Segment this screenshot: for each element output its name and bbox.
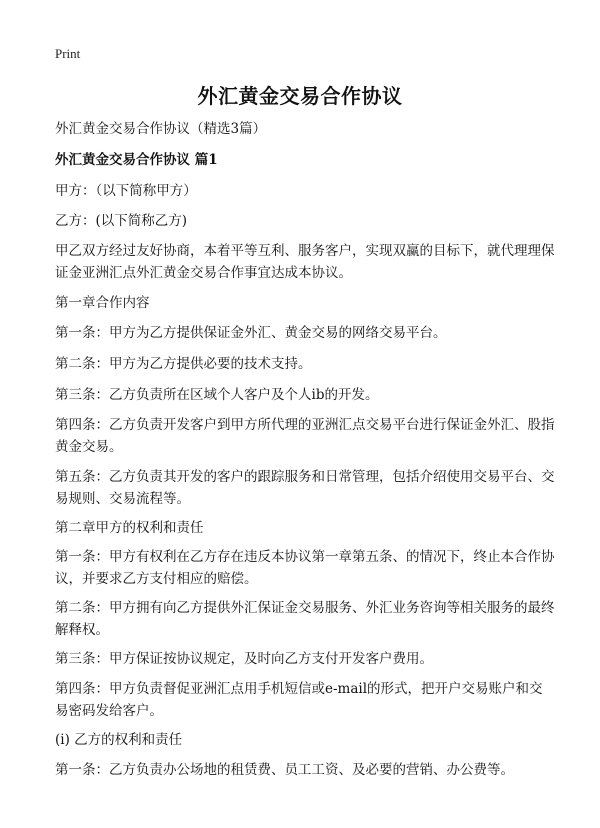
paragraph-ch1-art3: 第三条：乙方负责所在区域个人客户及个人ib的开发。 (55, 387, 379, 403)
paragraph-party-a: 甲方：（以下简称甲方） (55, 183, 197, 199)
page-title: 外汇黄金交易合作协议 (197, 84, 403, 108)
paragraph-ch2-art1: 第一条：甲方有权利在乙方存在违反本协议第一章第五条、的情况下，终止本合作协议，并要求乙方支付相应的赔偿。 (55, 549, 555, 587)
chapter-heading-3: (i) 乙方的权利和责任 (55, 732, 183, 748)
print-link[interactable]: Print (55, 46, 81, 61)
paragraph-ch2-art4: 第四条：甲方负责督促亚洲汇点用手机短信或e-mail的形式，把开户交易账户和交易密码发给客户。 (55, 681, 543, 719)
paragraph-ch2-art2: 第二条：甲方拥有向乙方提供外汇保证金交易服务、外汇业务咨询等相关服务的最终解释权。 (55, 600, 555, 638)
chapter-heading-1: 第一章合作内容 (55, 295, 150, 311)
section-heading: 外汇黄金交易合作协议 篇1 (55, 152, 218, 168)
document-subtitle: 外汇黄金交易合作协议（精选3篇） (55, 121, 267, 137)
paragraph-ch1-art4: 第四条：乙方负责开发客户到甲方所代理的亚洲汇点交易平台进行保证金外汇、股指黄金交易。 (55, 417, 555, 455)
paragraph-intro: 甲乙双方经过友好协商，本着平等互利、服务客户，实现双赢的目标下，就代理理保证金亚洲汇点外汇黄金交易合作事宜达成本协议。 (55, 243, 555, 281)
chapter-heading-2: 第二章甲方的权利和责任 (55, 520, 204, 536)
paragraph-ch3-art1: 第一条：乙方负责办公场地的租赁费、员工工资、及必要的营销、办公费等。 (55, 762, 514, 778)
paragraph-ch1-art1: 第一条：甲方为乙方提供保证金外汇、黄金交易的网络交易平台。 (55, 325, 447, 341)
paragraph-party-b: 乙方：(以下简称乙方) (55, 213, 188, 229)
paragraph-ch2-art3: 第三条：甲方保证按协议规定，及时向乙方支付开发客户费用。 (55, 651, 433, 667)
paragraph-ch1-art2: 第二条：甲方为乙方提供必要的技术支持。 (55, 356, 312, 372)
paragraph-ch1-art5: 第五条：乙方负责其开发的客户的跟踪服务和日常管理，包括介绍使用交易平台、交易规则、交易流程等。 (55, 469, 555, 507)
